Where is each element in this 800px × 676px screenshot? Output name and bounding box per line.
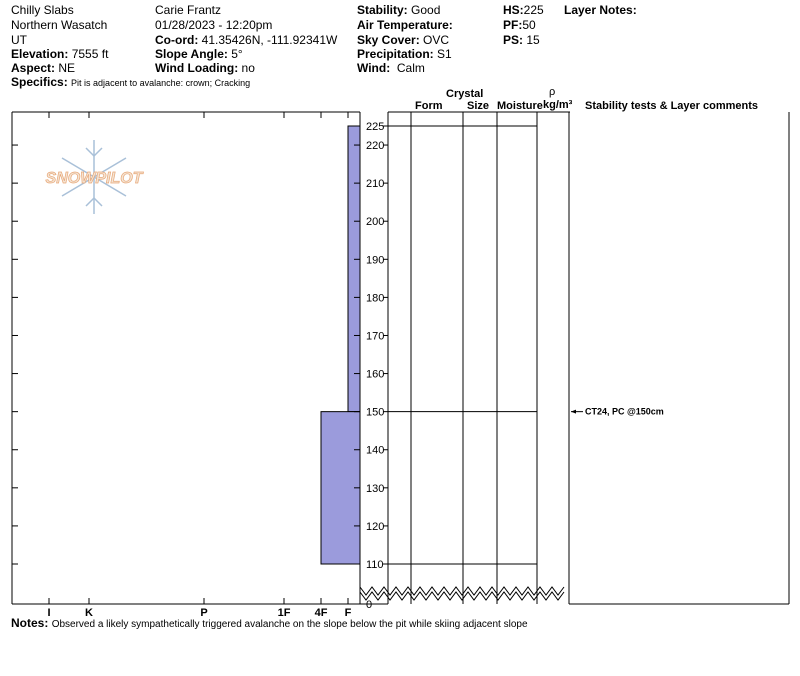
- depth-label-160: 160: [366, 368, 385, 381]
- form-header: Form: [415, 100, 443, 112]
- sky-cover-label: Sky Cover:: [357, 33, 420, 47]
- air-temp-label: Air Temperature:: [357, 18, 453, 32]
- density-unit: kg/m³: [543, 99, 573, 111]
- coord-value: 41.35426N, -111.92341W: [201, 33, 338, 47]
- elevation-value: 7555 ft: [71, 47, 109, 61]
- stability-label: Stability:: [357, 3, 408, 17]
- snowpilot-logo-text: SNOWPILOT: [45, 170, 143, 187]
- layer-table: [360, 112, 789, 611]
- notes-text: Observed a likely sympathetically triggered avalanche on the slope below the pit while skiing adjacent slope: [51, 619, 528, 630]
- depth-label-120: 120: [366, 520, 385, 533]
- specifics-label: Specifics:: [11, 75, 68, 89]
- site-name: Chilly Slabs: [11, 3, 74, 17]
- depth-label-200: 200: [366, 216, 385, 229]
- wind-label: Wind:: [357, 61, 391, 75]
- ps-label: PS:: [503, 33, 524, 47]
- observation-datetime: 01/28/2023 - 12:20pm: [155, 18, 273, 32]
- break-zigzag: [360, 592, 564, 600]
- aspect-value: NE: [58, 61, 76, 75]
- stability-test-arrowhead: [571, 410, 576, 414]
- depth-label-140: 140: [366, 444, 385, 457]
- aspect-label: Aspect:: [11, 61, 56, 75]
- depth-label-110: 110: [366, 559, 384, 571]
- wind-value: Calm: [396, 61, 425, 75]
- hardness-label-I: I: [47, 607, 51, 619]
- depth-label-170: 170: [366, 330, 385, 343]
- hardness-graph: [12, 112, 388, 619]
- notes-label: Notes:: [11, 616, 49, 630]
- precipitation-value: S1: [437, 47, 452, 61]
- hs-label: HS:: [503, 3, 524, 17]
- stability-test-label-1: CT24, PC @150cm: [585, 406, 664, 417]
- moisture-header: Moisture: [497, 100, 543, 112]
- slope-angle-label: Slope Angle:: [155, 47, 228, 61]
- depth-label-220: 220: [366, 140, 385, 153]
- hs-value: 225: [523, 3, 544, 17]
- size-header: Size: [467, 100, 490, 112]
- notes-field: [11, 616, 528, 632]
- observer-name: Carie Frantz: [155, 3, 222, 17]
- hardness-label-4F: 4F: [314, 607, 328, 619]
- stability-value: Good: [411, 3, 441, 17]
- hardness-label-K: K: [85, 607, 93, 619]
- elevation-label: Elevation:: [11, 47, 69, 61]
- hardness-label-1F: 1F: [277, 607, 291, 619]
- wind-loading-label: Wind Loading:: [155, 61, 239, 75]
- pf-value: 50: [522, 18, 536, 32]
- sky-cover-value: OVC: [423, 33, 450, 47]
- depth-label-210: 210: [366, 178, 385, 191]
- depth-label-150: 150: [366, 406, 385, 419]
- pf-label: PF:: [503, 18, 523, 32]
- specifics-value: Pit is adjacent to avalanche: crown; Cracking: [71, 78, 251, 88]
- site-range: Northern Wasatch: [11, 18, 108, 32]
- layer-notes-label: Layer Notes:: [564, 3, 637, 17]
- break-zigzag: [360, 587, 564, 595]
- coord-label: Co-ord:: [155, 33, 199, 47]
- density-symbol: ρ: [549, 86, 556, 98]
- site-state: UT: [11, 33, 27, 47]
- hardness-bar-layer-1: [348, 126, 360, 412]
- slope-angle-value: 5°: [231, 47, 243, 61]
- depth-label-190: 190: [366, 254, 385, 267]
- wind-loading-value: no: [241, 61, 255, 75]
- depth-label-130: 130: [366, 482, 385, 495]
- stability-tests-header: Stability tests & Layer comments: [585, 100, 759, 112]
- depth-label-225: 225: [366, 121, 385, 133]
- hardness-label-P: P: [200, 607, 208, 619]
- depth-label-180: 180: [366, 292, 385, 305]
- depth-break-marks: [360, 587, 564, 600]
- ps-value: 15: [526, 33, 540, 47]
- snowpilot-logo: [46, 140, 144, 214]
- depth-label-0: 0: [366, 599, 373, 611]
- crystal-header: Crystal: [446, 88, 484, 100]
- precipitation-label: Precipitation:: [357, 47, 434, 61]
- hardness-label-F: F: [344, 607, 352, 619]
